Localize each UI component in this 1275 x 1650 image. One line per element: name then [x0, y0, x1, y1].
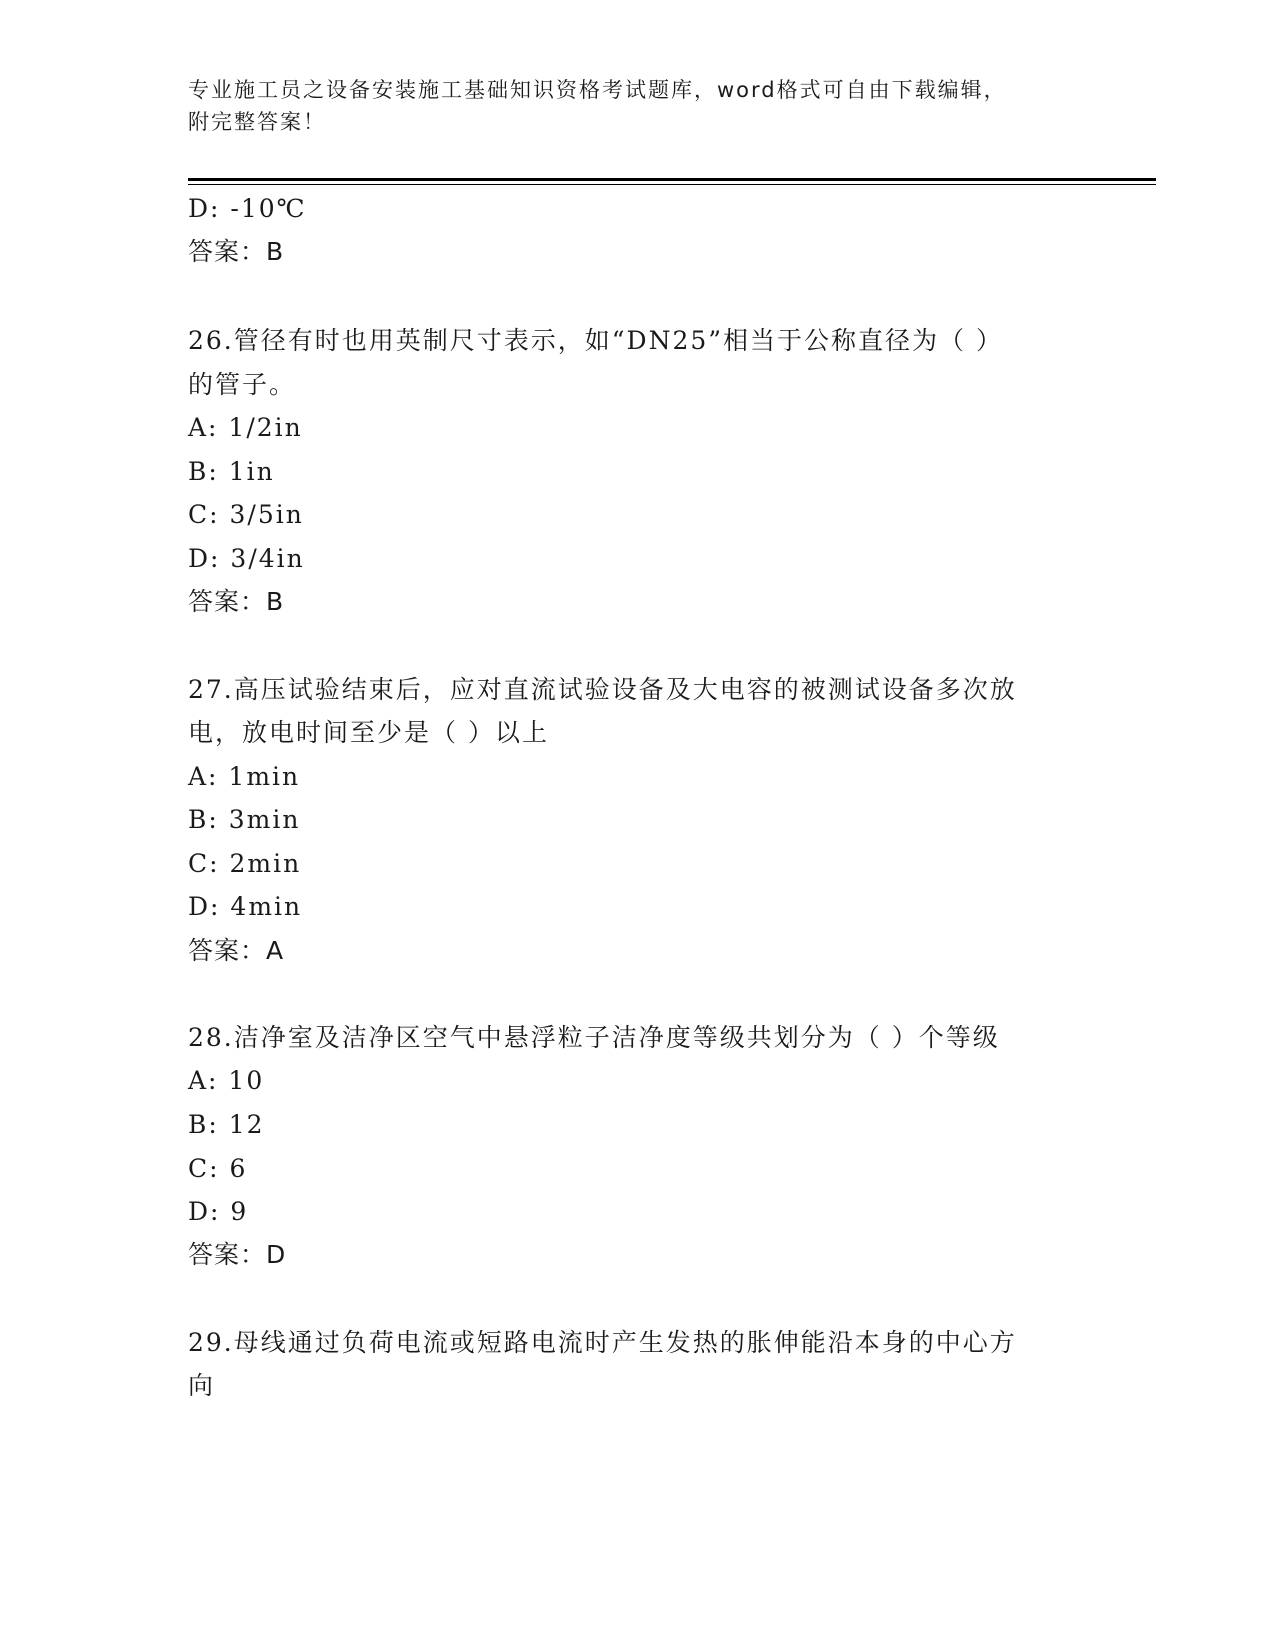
- document-header: [188, 74, 1088, 138]
- q25-option-d: D: -10℃: [188, 194, 307, 223]
- q26-option-a: A: 1/2in: [188, 413, 303, 442]
- q27-question-line-1: 27.高压试验结束后，应对直流试验设备及大电容的被测试设备多次放: [188, 675, 1017, 704]
- q26-option-d: D: 3/4in: [188, 544, 305, 573]
- q28-option-a: A: 10: [188, 1066, 265, 1095]
- q25-answer: 答案：B: [188, 237, 285, 266]
- q28-answer: 答案：D: [188, 1240, 287, 1269]
- q28-option-b: B: 12: [188, 1110, 265, 1139]
- q27-option-c: C: 2min: [188, 849, 302, 878]
- q28-question-line-1: 28.洁净室及洁净区空气中悬浮粒子洁净度等级共划分为（ ）个等级: [188, 1023, 1000, 1052]
- q27-question-line-2: 电，放电时间至少是（ ）以上: [188, 718, 549, 747]
- q28-option-c: C: 6: [188, 1154, 248, 1183]
- q26-question-line-1: 26.管径有时也用英制尺寸表示，如“DN25”相当于公称直径为（ ）: [188, 326, 1003, 355]
- q29-question-line-1: 29.母线通过负荷电流或短路电流时产生发热的胀伸能沿本身的中心方: [188, 1328, 1017, 1357]
- q26-answer: 答案：B: [188, 587, 285, 616]
- header-rule-thick: [188, 178, 1156, 181]
- q26-option-c: C: 3/5in: [188, 500, 304, 529]
- q27-option-d: D: 4min: [188, 892, 303, 921]
- q29-question-line-2: 向: [188, 1371, 216, 1400]
- q27-option-a: A: 1min: [188, 762, 301, 791]
- header-line-2: 附完整答案！: [188, 110, 326, 134]
- q27-option-b: B: 3min: [188, 805, 301, 834]
- q27-answer: 答案：A: [188, 936, 285, 965]
- q26-option-b: B: 1in: [188, 457, 275, 486]
- q28-option-d: D: 9: [188, 1197, 249, 1226]
- q26-question-line-2: 的管子。: [188, 370, 297, 399]
- header-line-1: 专业施工员之设备安装施工基础知识资格考试题库，word格式可自由下载编辑，: [188, 78, 1007, 102]
- header-rule-thin: [188, 184, 1156, 185]
